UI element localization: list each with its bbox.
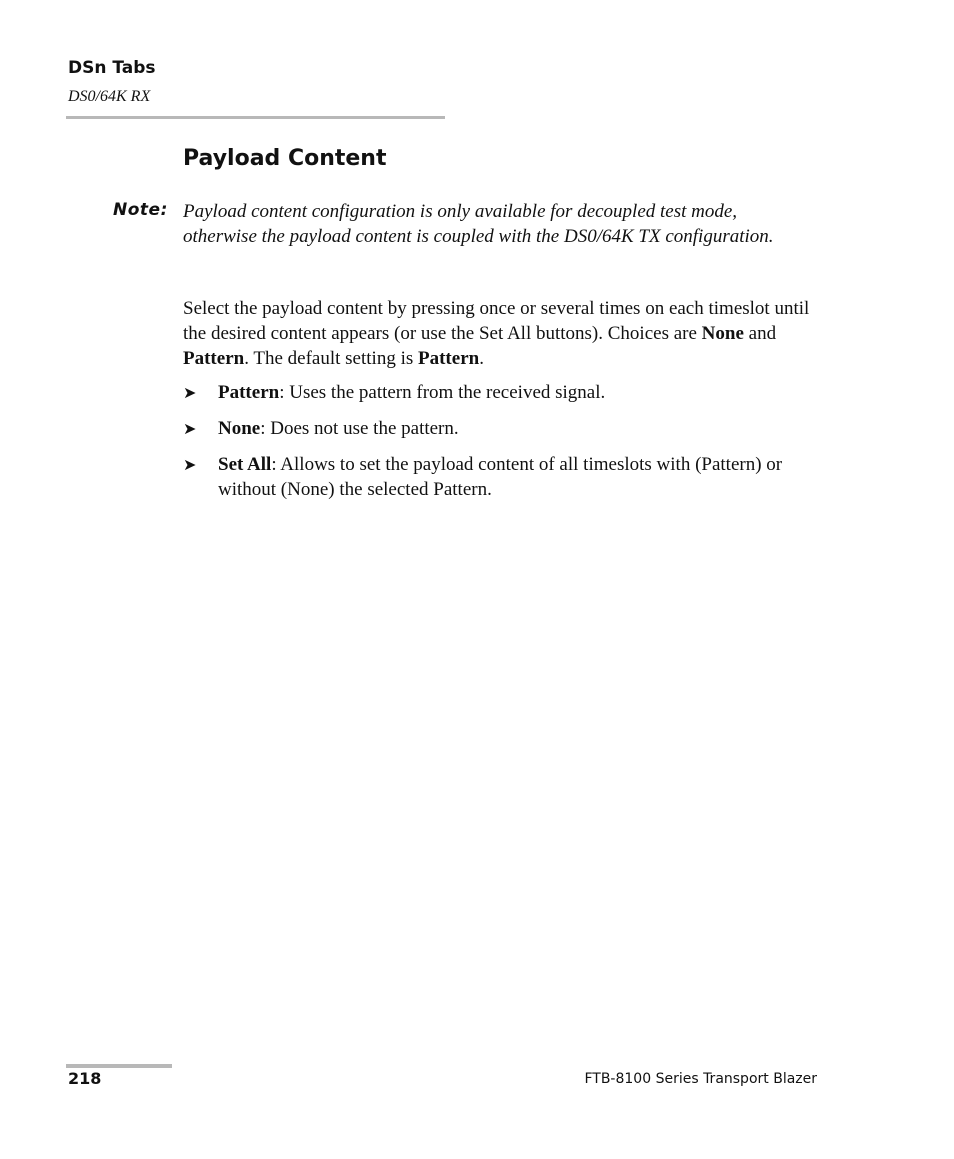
body-text-part: . The default setting is: [244, 348, 418, 369]
body-text-part: Select the payload content by pressing once or several times on each timeslot until the desired content appears (or use the Set All buttons). Choices are: [183, 298, 810, 344]
body-text-part: .: [479, 348, 484, 369]
header-divider: [66, 116, 445, 119]
list-item-term: Set All: [218, 454, 272, 475]
running-header-title: DSn Tabs: [68, 58, 156, 78]
arrow-bullet-icon: ➤: [183, 419, 197, 438]
list-item: [183, 380, 823, 405]
note-text: Payload content configuration is only available for decoupled test mode, otherwise the payload content is coupled with the DS0/64K TX configuration.: [183, 201, 774, 247]
note-label: Note:: [113, 200, 168, 220]
arrow-bullet-icon: ➤: [183, 383, 197, 402]
list-item-desc: : Uses the pattern from the received signal.: [279, 382, 606, 403]
list-item-desc: : Does not use the pattern.: [260, 418, 459, 439]
page-number: 218: [68, 1069, 102, 1088]
footer-product-name: FTB-8100 Series Transport Blazer: [584, 1071, 817, 1087]
running-header-subtitle: DS0/64K RX: [68, 88, 151, 105]
list-item: [183, 452, 823, 502]
arrow-bullet-icon: ➤: [183, 455, 197, 474]
default-setting: Pattern: [418, 348, 480, 369]
section-heading: Payload Content: [183, 146, 387, 171]
list-item: [183, 416, 823, 441]
footer-divider: [66, 1064, 172, 1068]
choice-pattern: Pattern: [183, 348, 245, 369]
list-item-term: None: [218, 418, 261, 439]
list-item-desc: : Allows to set the payload content of all timeslots with (Pattern) or without (None) the selected Pattern.: [218, 454, 783, 500]
choice-none: None: [701, 323, 744, 344]
body-paragraph: [183, 296, 813, 371]
body-text-part: and: [743, 323, 777, 344]
list-item-term: Pattern: [218, 382, 280, 403]
option-list: [183, 380, 823, 513]
